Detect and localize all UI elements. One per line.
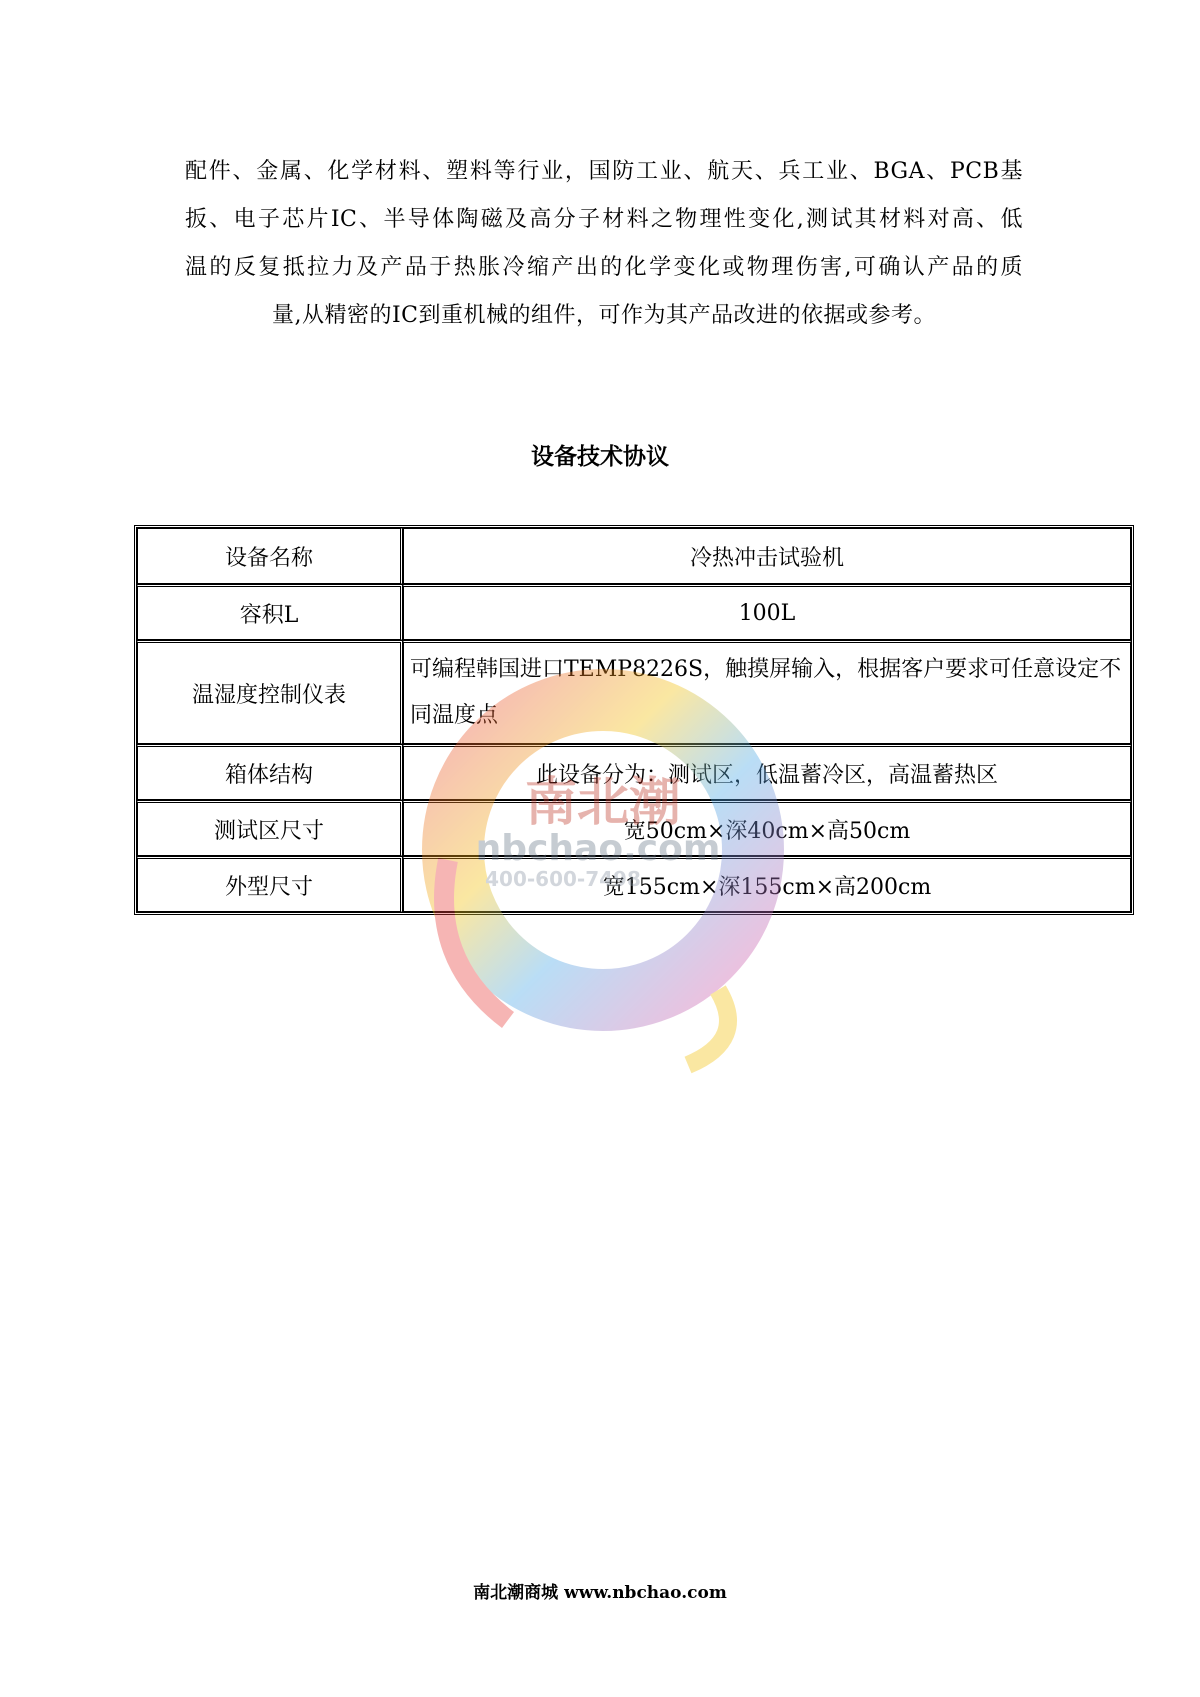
row-value: 此设备分为：测试区，低温蓄冷区，高温蓄热区 [403,744,1131,800]
row-key: 测试区尺寸 [137,800,403,856]
row-value: 宽155cm×深155cm×高200cm [403,856,1131,912]
row-value: 可编程韩国进口TEMP8226S，触摸屏输入，根据客户要求可任意设定不同温度点 [403,640,1131,744]
row-value: 宽50cm×深40cm×高50cm [403,800,1131,856]
row-key: 外型尺寸 [137,856,403,912]
watermark-site: nbchao.com [475,828,721,869]
row-key: 箱体结构 [137,744,403,800]
paragraph-line: 配件、金属、化学材料、塑料等行业，国防工业、航天、兵工业、BGA、PCB基 [185,159,1023,184]
table-row [137,640,1131,744]
page-footer: 南北潮商城 www.nbchao.com [473,1583,727,1603]
row-value: 100L [403,584,1131,640]
section-title: 设备技术协议 [531,443,669,470]
watermark-brand: 南北潮 [524,773,682,833]
paragraph-line: 扳、电子芯片IC、半导体陶磁及高分子材料之物理性变化,测试其材料对高、低 [185,207,1023,232]
watermark-phone: 400-600-7498 [485,867,641,891]
table-row [137,800,1131,856]
row-key: 设备名称 [137,528,403,584]
table-row [137,856,1131,912]
row-key: 温湿度控制仪表 [137,640,403,744]
table-row [137,528,1131,584]
paragraph-line: 量,从精密的IC到重机械的组件，可作为其产品改进的依据或参考。 [271,303,937,328]
row-key: 容积L [137,584,403,640]
table-row [137,584,1131,640]
paragraph-line: 温的反复抵拉力及产品于热胀冷缩产出的化学变化或物理伤害,可确认产品的质 [185,255,1023,280]
intro-paragraph [185,148,1023,340]
table-row [137,744,1131,800]
spec-table [134,525,1134,915]
row-value: 冷热冲击试验机 [403,528,1131,584]
